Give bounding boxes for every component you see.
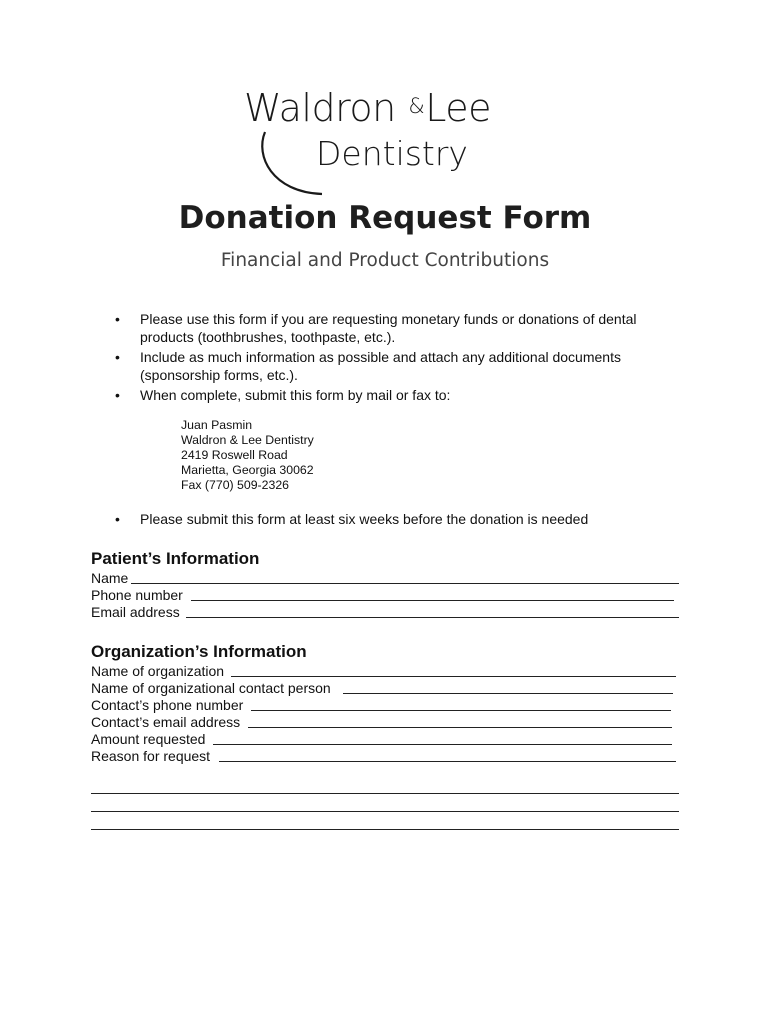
mailing-address [181, 418, 314, 493]
page-subtitle: Financial and Product Contributions [220, 250, 550, 271]
address-line: Juan Pasmin [181, 418, 253, 432]
list-item: • Please submit this form at least six weeks before the donation is needed [115, 511, 589, 527]
contact-person-field[interactable]: Name of organizational contact person [91, 680, 679, 697]
page-title: Donation Request Form [178, 200, 592, 236]
organization-info-heading: Organization’s Information [91, 642, 307, 661]
reason-continuation-line[interactable] [91, 793, 679, 794]
list-item: • Please use this form if you are requesting monetary funds or donations of dental products (toothbrushes, toothpaste, etc.). [115, 311, 637, 345]
reason-for-request-field[interactable]: Reason for request [91, 748, 679, 765]
instructions-list [112, 310, 672, 406]
amount-requested-field[interactable]: Amount requested [91, 731, 679, 748]
deadline-note [112, 510, 672, 530]
patient-name-field[interactable]: Name [91, 570, 679, 587]
address-line: Marietta, Georgia 30062 [181, 463, 314, 477]
organization-name-field[interactable]: Name of organization [91, 663, 679, 680]
contact-email-field[interactable]: Contact’s email address [91, 714, 679, 731]
reason-continuation-line[interactable] [91, 811, 679, 812]
address-line: Waldron & Lee Dentistry [181, 433, 314, 447]
patient-phone-field[interactable]: Phone number [91, 587, 679, 604]
patient-info-heading: Patient’s Information [91, 549, 260, 568]
address-line: Fax (770) 509-2326 [181, 478, 290, 492]
address-line: 2419 Roswell Road [181, 448, 288, 462]
company-logo [240, 86, 540, 198]
logo-text-line1: Waldron &Lee [244, 86, 491, 130]
reason-continuation-line[interactable] [91, 829, 679, 830]
list-item: • When complete, submit this form by mail or fax to: [115, 387, 451, 403]
logo-text-line2: Dentistry [316, 134, 468, 173]
contact-phone-field[interactable]: Contact’s phone number [91, 697, 679, 714]
list-item: • Include as much information as possible and attach any additional documents (sponsorship forms, etc.). [115, 349, 621, 383]
patient-email-field[interactable]: Email address [91, 604, 679, 621]
